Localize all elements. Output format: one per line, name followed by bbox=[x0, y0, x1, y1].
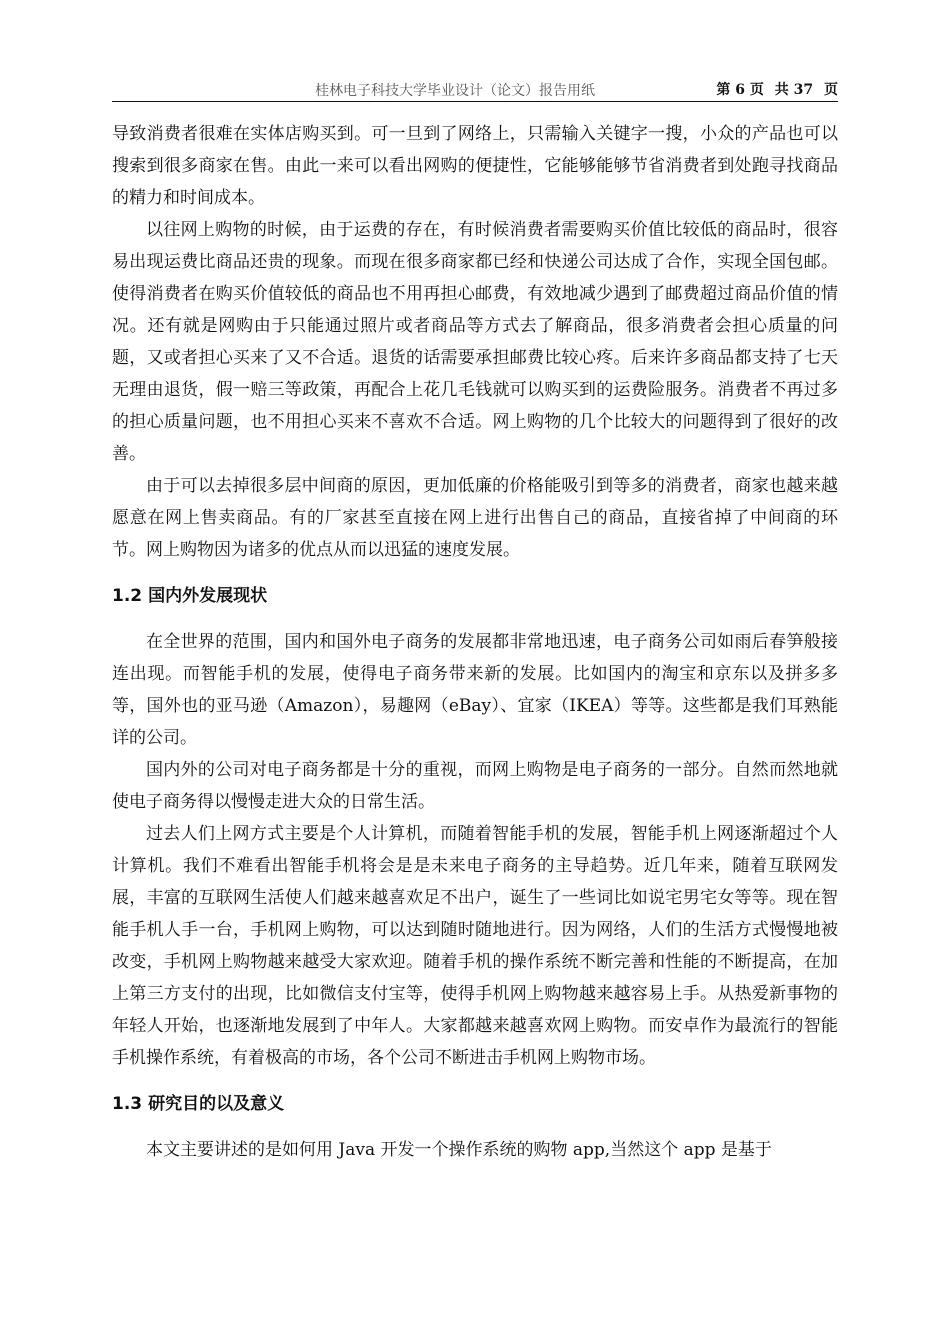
header-page-info bbox=[710, 79, 838, 99]
section-heading-1-3 bbox=[112, 1088, 838, 1120]
paragraph: 在全世界的范围，国内和国外电子商务的发展都非常地迅速，电子商务公司如雨后春笋般接连出现。而智能手机的发展，使得电子商务带来新的发展。比如国内的淘宝和京东以及拼多多等，国外也的亚马逊（Amazon），易趣网（eBay）、宜家（IKEA）等等。这些都是我们耳熟能详的公司。 bbox=[112, 632, 838, 748]
header-page-suffix: 页 bbox=[824, 82, 838, 98]
section-number: 1.2 bbox=[112, 586, 143, 606]
header-rule bbox=[112, 101, 838, 102]
header-total-pages: 共 37 bbox=[774, 82, 814, 98]
paragraph: 本文主要讲述的是如何用 Java 开发一个操作系统的购物 app,当然这个 app 是基于 bbox=[146, 1140, 772, 1160]
section-number: 1.3 bbox=[112, 1094, 143, 1114]
header-title: 桂林电子科技大学毕业设计（论文）报告用纸 bbox=[315, 83, 595, 99]
document-body bbox=[112, 118, 838, 1166]
section-title: 研究目的以及意义 bbox=[148, 1094, 285, 1114]
paragraph: 导致消费者很难在实体店购买到。可一旦到了网络上，只需输入关键字一搜，小众的产品也可以搜索到很多商家在售。由此一来可以看出网购的便捷性，它能够能够节省消费者到处跑寻找商品的精力和时间成本。 bbox=[112, 124, 838, 208]
paragraph: 以往网上购物的时候，由于运费的存在，有时候消费者需要购买价值比较低的商品时，很容易出现运费比商品还贵的现象。而现在很多商家都已经和快递公司达成了合作，实现全国包邮。使得消费者在购买价值较低的商品也不用再担心邮费，有效地减少遇到了邮费超过商品价值的情况。还有就是网购由于只能通过照片或者商品等方式去了解商品，很多消费者会担心质量的问题，又或者担心买来了又不合适。退货的话需要承担邮费比较心疼。后来许多商品都支持了七天无理由退货，假一赔三等政策，再配合上花几毛钱就可以购买到的运费险服务。消费者不再过多的担心质量问题，也不用担心买来不喜欢不合适。网上购物的几个比较大的问题得到了很好的改善。 bbox=[112, 220, 838, 464]
paragraph: 过去人们上网方式主要是个人计算机，而随着智能手机的发展，智能手机上网逐渐超过个人计算机。我们不难看出智能手机将会是是未来电子商务的主导趋势。近几年来，随着互联网发展，丰富的互联网生活使人们越来越喜欢足不出户，诞生了一些词比如说宅男宅女等等。现在智能手机人手一台，手机网上购物，可以达到随时随地进行。因为网络，人们的生活方式慢慢地被改变，手机网上购物越来越受大家欢迎。随着手机的操作系统不断完善和性能的不断提高，在加上第三方支付的出现，比如微信支付宝等，使得手机网上购物越来越容易上手。从热爱新事物的年轻人开始，也逐渐地发展到了中年人。大家都越来越喜欢网上购物。而安卓作为最流行的智能手机操作系统，有着极高的市场，各个公司不断进击手机网上购物市场。 bbox=[112, 824, 838, 1068]
paragraph: 国内外的公司对电子商务都是十分的重视，而网上购物是电子商务的一部分。自然而然地就使电子商务得以慢慢走进大众的日常生活。 bbox=[112, 760, 838, 812]
header-page-number: 第 6 页 bbox=[716, 82, 764, 98]
paragraph: 由于可以去掉很多层中间商的原因，更加低廉的价格能吸引到等多的消费者，商家也越来越愿意在网上售卖商品。有的厂家甚至直接在网上进行出售自己的商品，直接省掉了中间商的环节。网上购物因为诸多的优点从而以迅猛的速度发展。 bbox=[112, 476, 838, 560]
section-heading-1-2 bbox=[112, 580, 838, 612]
section-title: 国内外发展现状 bbox=[148, 586, 268, 606]
